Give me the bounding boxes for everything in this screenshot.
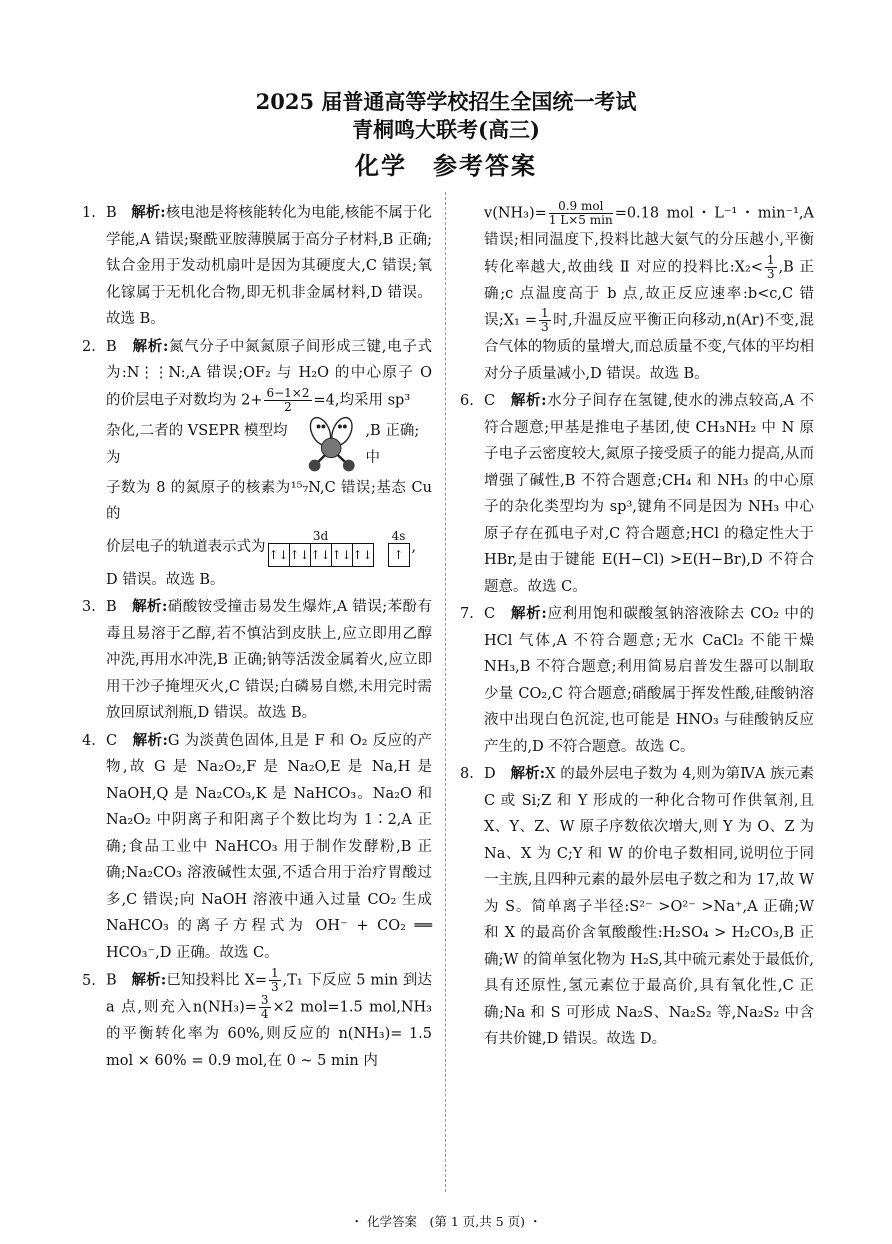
answer-2: 2. B 解析:氮气分子中氮氮原子间形成三键,电子式为:N⋮⋮N:,A 错误;OF₂ 与 H₂O 的中心原子 O 的价层电子对数均为 2+ $\frac{6-1\times 2}{2}$ =4,均采用 sp³ xyxy=(82,337,433,414)
fraction: $\frac{3}{4}$ xyxy=(260,993,269,1021)
fraction: $\frac{1}{3}$ xyxy=(541,306,549,334)
answer-1: 1. B 解析:核电池是将核能转化为电能,核能不属于化学能,A 错误;聚酰亚胺薄膜属于高分子材料,B 正确;钛合金用于发动机扇叶是因为其硬度大,C 错误;氧化镓属于无机化合物,即无机非金属材料,D 错误。故选 B。 xyxy=(82,204,433,327)
vsepr-molecule-icon xyxy=(301,415,361,475)
answer-8: 8. D 解析:X 的最外层电子数为 4,则为第ⅣA 族元素 C 或 Si;Z 和 Y 形成的一种化合物可作供氧剂,且 X、Y、Z、W 原子序数依次增大,则 Y 为 O、Z 为 Na、X 为 C;Y 和 W 的价电子数相同,说明位于同一主族,且四种元素的最外层电子数之和为 17,故 W 为 S。简单离子半径:S²⁻ >O²⁻ >Na⁺,A 正确;W 和 X 的最高价含氧酸酸性:H₂SO₄ > H₂CO₃,B 正确;W 的简单氢化物为 H₂S,其中硫元素处于最低价,具有还原性,氢元素位于最高价,具有氧化性,C 正确;Na 和 S 可形成 Na₂S、Na₂S₂ 等,Na₂S₂ 中含有共价键,D 错误。故选 D。 xyxy=(460,765,814,1047)
column-divider xyxy=(445,192,446,1192)
answer-2-end: D 错误。故选 B。 xyxy=(106,571,225,588)
orbital-box: ↑↓ xyxy=(310,544,331,566)
fraction: $\frac{6-1\times 2}{2}$ xyxy=(266,385,310,414)
exam-title: 2025 届普通高等学校招生全国统一考试 xyxy=(255,89,637,114)
orbital-box: ↑↓ xyxy=(289,544,310,566)
orbital-box: ↑↓ xyxy=(268,547,289,562)
exam-subtitle: 青桐鸣大联考(高三) xyxy=(352,117,540,142)
fraction: $\frac{1}{3}$ xyxy=(271,966,279,994)
answer-5-cont: v(NH₃)= $\frac{\text{0.9 mol}}{1 L\times 5 \min}$ =0.18 mol・L⁻¹・min⁻¹,A 错误;相同温度下,投料比越大氨气的分压越小,平衡转化率越大,故曲线 Ⅱ 对应的投料比:X₂< $\frac{1}{3}$ ,B 正确;c 点温度高于 b 点,故正反应速率:b<c,C 错误;X₁ = $\frac{1}{3}$ 时,升温反应平衡正向移动,n(Ar)不变,混合气体的物质的量增大,而总质量不变,气体的平均相对分子质量减小,D 错误。故选 B。 xyxy=(484,199,814,382)
orbital-row: 价层电子的轨道表示式为 3d ↑↓ ↑↓ ↑↓ ↑↓ ↑↓ 4s ↑ , xyxy=(82,529,432,567)
electron-dot-formula: :N⋮⋮N: xyxy=(121,365,186,381)
document-title: 化学 参考答案 xyxy=(355,151,537,180)
fraction: $\frac{1}{3}$ xyxy=(766,252,775,281)
orbital-diagram: 3d ↑↓ ↑↓ ↑↓ ↑↓ ↑↓ 4s ↑ xyxy=(268,529,412,567)
answer-4: 4. C 解析:G 为淡黄色固体,且是 F 和 O₂ 反应的产物,故 G 是 Na₂O₂,F 是 Na₂O,E 是 Na,H 是 NaOH,Q 是 Na₂CO₃,K 是 NaHCO₃。Na₂O 和 Na₂O₂ 中阴离子和阳离子个数比均为 1∶2,A 正确;食品工业中 NaHCO₃ 用于制作发酵粉,B 正确;Na₂CO₃ 溶液碱性太强,不适合用于治疗胃酸过多,C 错误;向 NaOH 溶液中通入过量 CO₂ 生成 NaHCO₃ 的离子方程式为 OH⁻ + CO₂ ══ HCO₃⁻,D 正确。故选 C。 xyxy=(82,731,433,961)
answer-5: 5. B 解析:已知投料比 X= $\frac{1}{3}$ ,T₁ 下反应 5 min 到达 a 点,则充入n(NH₃)= $\frac{3}{4}$ ×2 mol=1.5 mol,NH₃ 的平衡转化率为 60%,则反应的 n(NH₃)= 1.5 mol × 60% = 0.9 mol,在 0 ~ 5 min 内 xyxy=(82,966,432,1069)
page-footer: ・ 化学答案 (第 1 页,共 5 页) ・ xyxy=(350,1214,542,1229)
fraction: $\frac{\text{0.9 mol}}{1 L\times 5 \min}$ xyxy=(548,199,613,227)
answer-3: 3. B 解析:硝酸铵受撞击易发生爆炸,A 错误;苯酚有毒且易溶于乙醇,若不慎沾到皮肤上,应立即用乙醇冲洗,再用水冲洗,B 正确;钠等活泼金属着火,应立即用干沙子掩埋灭火,C 错误;白磷易自燃,未用完时需放回原试剂瓶,D 错误。故选 B。 xyxy=(82,598,433,721)
right-column xyxy=(460,200,814,1054)
answer-7: 7. C 解析:应利用饱和碳酸氢钠溶液除去 CO₂ 中的 HCl 气体,A 不符合题意;无水 CaCl₂ 不能干燥 NH₃,B 不符合题意;利用简易启普发生器可以制取少量 CO₂,C 符合题意;硝酸属于挥发性酸,硅酸钠溶液中出现白色沉淀,也可能是 HNO₃ 与硅酸钠反应产生的,D 不符合题意。故选 C。 xyxy=(460,605,815,755)
orbital-box: ↑↓ xyxy=(352,544,373,566)
answer-6: 6. C 解析:水分子间存在氢键,使水的沸点较高,A 不符合题意;甲基是推电子基团,使 CH₃NH₂ 中 N 原子电子云密度较大,氮原子接受质子的能力提高,从而增强了碱性,B 不符合题意;CH₄ 和 NH₃ 的中心原子的杂化类型均为 sp³,键角不同是因为 NH₃ 中心原子存在孤电子对,C 符合题意;HCl 的稳定性大于 HBr,是由于键能 E(H−Cl) >E(H−Br),D 不符合题意。故选 C。 xyxy=(460,392,814,595)
answer-2-cont: 子数为 8 的氮原子的核素为¹⁵₇N,C 错误;基态 Cu 的 xyxy=(106,479,432,522)
vsepr-row: 杂化,二者的 VSEPR 模型均为 ,B 正确;中 xyxy=(82,415,432,475)
left-column xyxy=(82,200,432,1075)
orbital-box: ↑↓ xyxy=(331,544,352,566)
orbital-box: ↑ xyxy=(393,547,404,562)
